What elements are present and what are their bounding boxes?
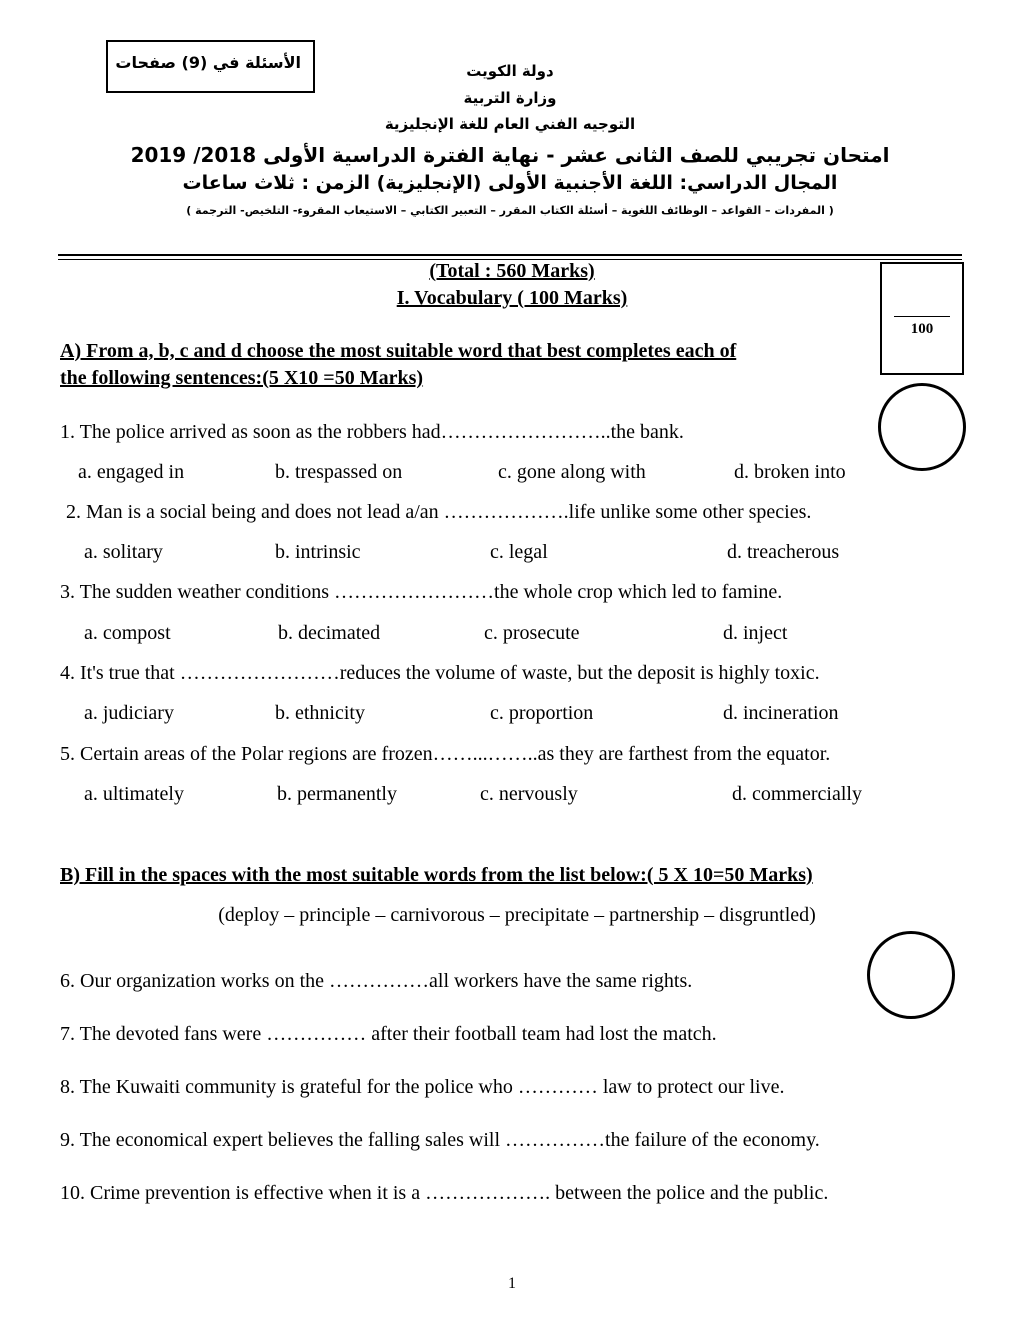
header-exam-title: امتحان تجريبي للصف الثانى عشر - نهاية الفترة الدراسية الأولى 2018/ 2019 bbox=[130, 143, 890, 167]
header-subject: المجال الدراسي: اللغة الأجنبية الأولى (الإنجليزية) الزمن : ثلاث ساعات bbox=[182, 172, 838, 194]
header-department: التوجيه الفني العام للغة الإنجليزية bbox=[384, 115, 636, 133]
header-sections: ( المفردات – القواعد – الوظائف اللغوية – أسئلة الكتاب المقرر – التعبير الكتابي – الاستيعاب المقروء- التلخيص- الترجمة ) bbox=[186, 204, 834, 217]
option: d. treacherous bbox=[727, 541, 840, 563]
option: a. judiciary bbox=[84, 702, 174, 724]
word-list: (deploy – principle – carnivorous – precipitate – partnership – disgruntled) bbox=[218, 904, 816, 926]
total-marks: (Total : 560 Marks) bbox=[429, 260, 595, 282]
divider bbox=[58, 254, 962, 256]
option: c. nervously bbox=[480, 783, 578, 805]
part-a-instruction: the following sentences:(5 X10 =50 Marks) bbox=[60, 367, 424, 389]
option: b. ethnicity bbox=[275, 702, 365, 724]
question-10: 10. Crime prevention is effective when it is a ………………. between the police and the public. bbox=[60, 1182, 829, 1204]
part-a-instruction: A) From a, b, c and d choose the most suitable word that best completes each of bbox=[60, 340, 737, 362]
question-2: 2. Man is a social being and does not lead a/an ……………….life unlike some other species. bbox=[66, 501, 812, 523]
score-line bbox=[894, 316, 950, 317]
header-country: دولة الكويت bbox=[466, 62, 554, 80]
part-b-instruction: B) Fill in the spaces with the most suitable words from the list below:( 5 X 10=50 Marks) bbox=[60, 864, 813, 886]
score-box bbox=[880, 262, 964, 375]
option: c. prosecute bbox=[484, 622, 580, 644]
section-title: I. Vocabulary ( 100 Marks) bbox=[396, 287, 628, 309]
option: b. decimated bbox=[278, 622, 381, 644]
question-1: 1. The police arrived as soon as the robbers had……………………..the bank. bbox=[60, 421, 684, 443]
option: c. gone along with bbox=[498, 461, 646, 483]
question-8: 8. The Kuwaiti community is grateful for the police who ………… law to protect our live. bbox=[60, 1076, 785, 1098]
question-9: 9. The economical expert believes the falling sales will ……………the failure of the economy. bbox=[60, 1129, 820, 1151]
option: b. trespassed on bbox=[275, 461, 403, 483]
option: d. broken into bbox=[734, 461, 846, 483]
option: b. intrinsic bbox=[275, 541, 361, 563]
question-5: 5. Certain areas of the Polar regions are frozen……...……..as they are farthest from the equator. bbox=[60, 743, 831, 765]
pages-count-text: الأسئلة في (9) صفحات bbox=[115, 53, 301, 72]
option: d. commercially bbox=[732, 783, 862, 805]
question-3: 3. The sudden weather conditions ……………………the whole crop which led to famine. bbox=[60, 581, 783, 603]
option: a. engaged in bbox=[78, 461, 185, 483]
option: c. legal bbox=[490, 541, 548, 563]
option: d. incineration bbox=[723, 702, 839, 724]
option: c. proportion bbox=[490, 702, 594, 724]
option: a. compost bbox=[84, 622, 171, 644]
question-6: 6. Our organization works on the ……………all workers have the same rights. bbox=[60, 970, 693, 992]
option: b. permanently bbox=[277, 783, 397, 805]
option: a. solitary bbox=[84, 541, 163, 563]
page-number: 1 bbox=[508, 1275, 516, 1292]
option: a. ultimately bbox=[84, 783, 184, 805]
score-circle bbox=[878, 383, 966, 471]
score-circle bbox=[867, 931, 955, 1019]
option: d. inject bbox=[723, 622, 788, 644]
score-total: 100 bbox=[910, 321, 934, 337]
question-4: 4. It's true that ……………………reduces the volume of waste, but the deposit is highly toxic. bbox=[60, 662, 820, 684]
question-7: 7. The devoted fans were …………… after their football team had lost the match. bbox=[60, 1023, 717, 1045]
header-ministry: وزارة التربية bbox=[463, 89, 557, 107]
